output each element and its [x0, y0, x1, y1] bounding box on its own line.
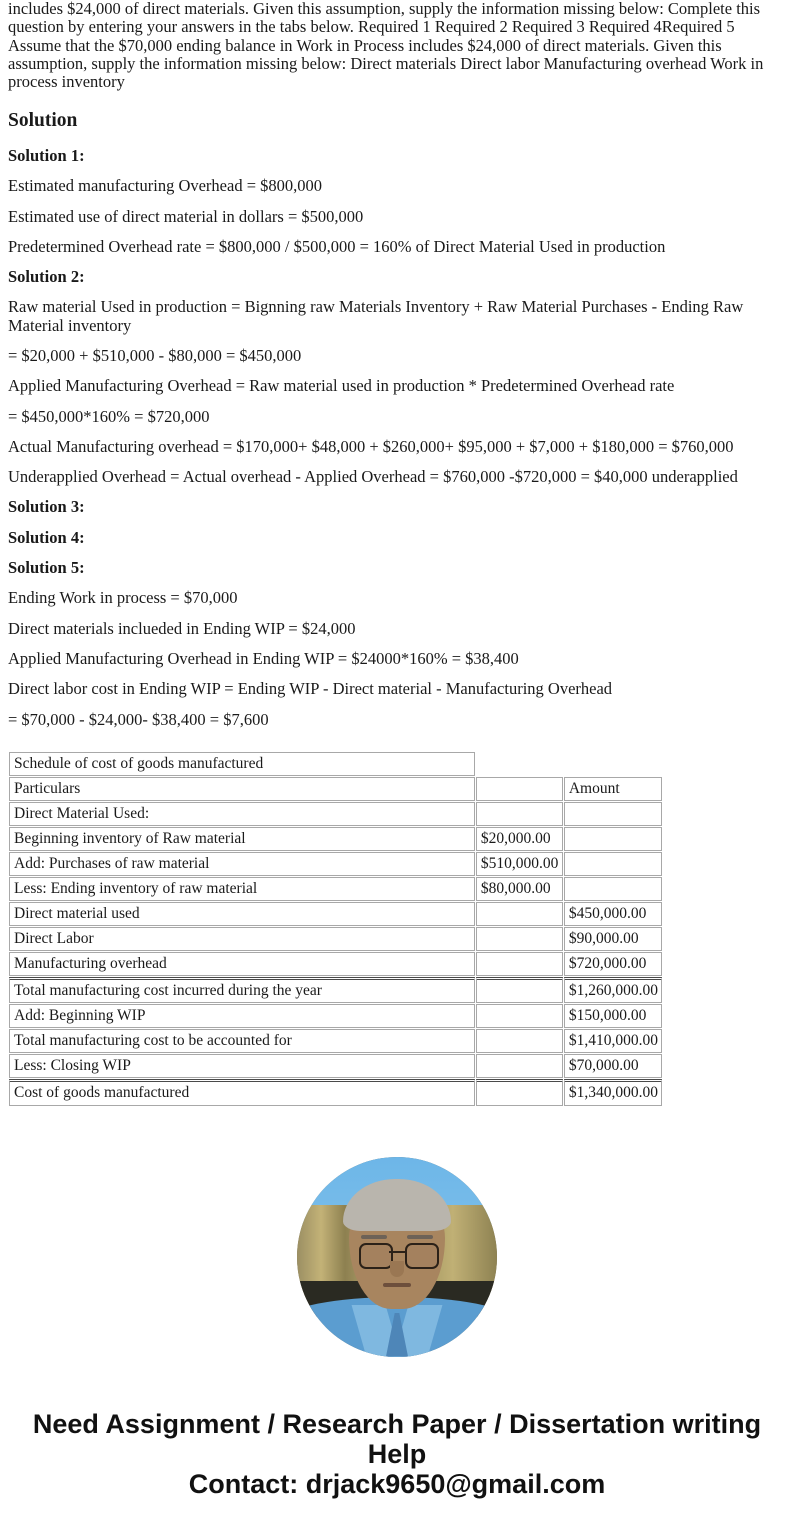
cell-amount: $70,000.00: [564, 1054, 662, 1078]
cell-subtotal: [476, 1029, 563, 1053]
cost-of-goods-manufactured-table: [8, 751, 663, 1107]
cell-particulars: Direct Material Used:: [9, 802, 475, 826]
cell-amount: $720,000.00: [564, 952, 662, 976]
solution-paragraph: Applied Manufacturing Overhead = Raw material used in production * Predetermined Overhead rate: [8, 376, 675, 396]
table-title-spacer-amount: [564, 752, 662, 776]
table-title-cell: Schedule of cost of goods manufactured: [9, 752, 475, 776]
solution-paragraph: Direct labor cost in Ending WIP = Ending WIP - Direct material - Manufacturing Overhead: [8, 679, 613, 699]
solution-paragraph: Ending Work in process = $70,000: [8, 588, 238, 608]
cell-amount: [564, 802, 662, 826]
avatar-container: [0, 1157, 794, 1357]
solution-paragraph: Predetermined Overhead rate = $800,000 / $500,000 = 160% of Direct Material Used in production: [8, 236, 666, 256]
avatar-eyebrow-left: [361, 1235, 387, 1239]
avatar: [297, 1157, 497, 1357]
cell-subtotal: [476, 802, 563, 826]
table-row: [9, 952, 662, 976]
intro-paragraph: includes $24,000 of direct materials. Given this assumption, supply the information missing below: Complete this question by entering your answers in the tabs below. Required 1 Required 2 Required 3 Required 4Required 5 Assume that the $70,000 ending balance in Work in Process includes $24,000 of direct materials. Given this assumption, supply the information missing below: Direct materials Direct labor Manufacturing overhead Work in process inventory: [8, 0, 764, 92]
solution-paragraph: Actual Manufacturing overhead = $170,000+ $48,000 + $260,000+ $95,000 + $7,000 + $180,000 = $760,000: [8, 436, 734, 456]
table-row: [9, 902, 662, 926]
table-row: [9, 802, 662, 826]
column-header-sub: [476, 777, 563, 801]
cell-particulars: Add: Beginning WIP: [9, 1004, 475, 1028]
cell-particulars: Less: Ending inventory of raw material: [9, 877, 475, 901]
cell-particulars: Manufacturing overhead: [9, 952, 475, 976]
table-row: [9, 877, 662, 901]
solution-paragraph: = $450,000*160% = $720,000: [8, 406, 210, 426]
cell-amount: $90,000.00: [564, 927, 662, 951]
page-title: Solution: [8, 110, 78, 132]
column-header-amount: Amount: [564, 777, 662, 801]
table-row-title: [9, 752, 662, 776]
cell-amount: [564, 827, 662, 851]
solution-paragraph: Underapplied Overhead = Actual overhead - Applied Overhead = $760,000 -$720,000 = $40,000 underapplied: [8, 467, 738, 487]
cell-amount: $150,000.00: [564, 1004, 662, 1028]
table-row: [9, 927, 662, 951]
cell-amount: [564, 877, 662, 901]
solution-heading: Solution 3:: [8, 497, 85, 517]
solution-heading: Solution 2:: [8, 267, 85, 287]
solution-body: [0, 141, 794, 735]
cell-subtotal: [476, 1054, 563, 1078]
promo-block: [0, 1409, 794, 1499]
table-row: [9, 852, 662, 876]
solution-heading: Solution 5:: [8, 558, 85, 578]
table-row: [9, 1029, 662, 1053]
solution-paragraph: Raw material Used in production = Bignning raw Materials Inventory + Raw Material Purchases - Ending Raw Material inventory: [8, 297, 744, 335]
promo-contact: Contact: drjack9650@gmail.com: [188, 1468, 606, 1499]
cell-amount: $1,260,000.00: [564, 977, 662, 1003]
cell-particulars: Cost of goods manufactured: [9, 1079, 475, 1105]
cell-particulars: Direct material used: [9, 902, 475, 926]
table-row: [9, 1054, 662, 1078]
cell-subtotal: [476, 977, 563, 1003]
table-row: [9, 977, 662, 1003]
solution-paragraph: Estimated manufacturing Overhead = $800,000: [8, 176, 323, 196]
cell-particulars: Beginning inventory of Raw material: [9, 827, 475, 851]
table-title-spacer-sub: [476, 752, 563, 776]
avatar-nose: [390, 1261, 404, 1277]
solution-paragraph: = $70,000 - $24,000- $38,400 = $7,600: [8, 709, 269, 729]
cell-particulars: Direct Labor: [9, 927, 475, 951]
cell-subtotal: [476, 927, 563, 951]
cell-subtotal: [476, 1004, 563, 1028]
solution-paragraph: Direct materials inclueded in Ending WIP = $24,000: [8, 618, 356, 638]
solution-heading: Solution 4:: [8, 527, 85, 547]
cell-subtotal: [476, 902, 563, 926]
column-header-particulars: Particulars: [9, 777, 475, 801]
solution-paragraph: Applied Manufacturing Overhead in Ending WIP = $24000*160% = $38,400: [8, 648, 519, 668]
glasses-lens-left-icon: [359, 1243, 393, 1269]
solution-heading: Solution 1:: [8, 145, 85, 165]
table-row: [9, 827, 662, 851]
promo-headline: Need Assignment / Research Paper / Dissertation writing Help: [32, 1408, 762, 1469]
cell-amount: $1,340,000.00: [564, 1079, 662, 1105]
table-row: [9, 1079, 662, 1105]
solution-paragraph: = $20,000 + $510,000 - $80,000 = $450,000: [8, 345, 302, 365]
cell-subtotal: [476, 952, 563, 976]
cell-subtotal: $510,000.00: [476, 852, 563, 876]
cell-subtotal: $80,000.00: [476, 877, 563, 901]
cell-particulars: Add: Purchases of raw material: [9, 852, 475, 876]
cell-amount: [564, 852, 662, 876]
cell-subtotal: [476, 1079, 563, 1105]
solution-paragraph: Estimated use of direct material in dollars = $500,000: [8, 206, 364, 226]
cell-amount: $450,000.00: [564, 902, 662, 926]
table-row: [9, 1004, 662, 1028]
cell-amount: $1,410,000.00: [564, 1029, 662, 1053]
cell-particulars: Less: Closing WIP: [9, 1054, 475, 1078]
avatar-eyebrow-right: [407, 1235, 433, 1239]
table-header-row: [9, 777, 662, 801]
schedule-table-container: [8, 751, 794, 1107]
cell-particulars: Total manufacturing cost to be accounted for: [9, 1029, 475, 1053]
cell-particulars: Total manufacturing cost incurred during the year: [9, 977, 475, 1003]
glasses-lens-right-icon: [405, 1243, 439, 1269]
cell-subtotal: $20,000.00: [476, 827, 563, 851]
avatar-mouth: [383, 1283, 411, 1287]
glasses-bridge-icon: [389, 1251, 405, 1254]
